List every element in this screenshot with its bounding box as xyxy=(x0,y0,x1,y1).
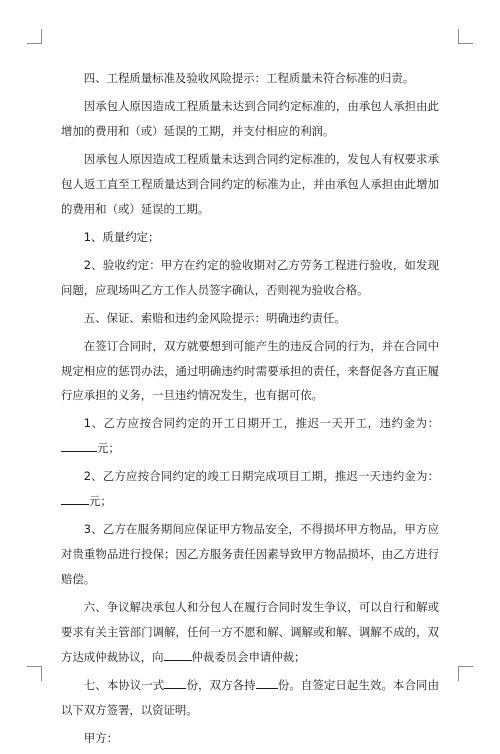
copies-text-mid: 份，双方各持 xyxy=(186,677,256,692)
crop-mark-bottom-right xyxy=(459,666,473,667)
dispute-resolution-tail: 仲裁委员会申请仲裁； xyxy=(191,649,306,664)
item-start-date-penalty-text: 1、乙方应按合同约定的开工日期开工，推迟一天开工，违约金为： xyxy=(83,416,439,431)
section-heading-guarantee: 五、保证、索赔和违约金风险提示：明确违约责任。 xyxy=(83,310,346,325)
item-completion-date-penalty xyxy=(61,464,439,514)
paragraph-breach-liability: 在签订合同时，双方就要想到可能产生的违反合同的行为，并在合同中规定相应的惩罚办法，通过明确违约时需要承担的责任，来督促各方直正履行应承担的义务，一旦违约情况发生，也有据可依。 xyxy=(61,338,439,403)
item-acceptance-agreement: 2、验收约定：甲方在约定的验收期对乙方劳务工程进行验收，如发现问题，应现场叫乙方工作人员签字确认，否则视为验收合格。 xyxy=(61,257,439,297)
section-heading-quality: 四、工程质量标准及验收风险提示：工程质量未符合标准的归责。 xyxy=(83,71,415,85)
paragraph-quality-liability-1: 因承包人原因造成工程质量未达到合同约定标准的，由承包人承担由此增加的费用和（或）延误的工期，并支付相应的利润。 xyxy=(61,99,439,138)
crop-mark-bottom-left xyxy=(41,666,42,681)
penalty-amount-blank xyxy=(61,493,89,505)
copies-each-blank xyxy=(256,677,278,689)
party-a-label: 甲方： xyxy=(83,730,118,745)
dispute-resolution-text: 六、争议解决承包人和分包人在履行合同时发生争议，可以自行和解或要求有关主管部门调解，任何一方不愿和解、调解或和解、调解不成的，双方达成仲裁协议，向 xyxy=(61,600,439,664)
item-completion-date-penalty-text: 2、乙方应按合同约定的竣工日期完成项目工期，推迟一天违约金为： xyxy=(83,469,439,484)
crop-mark-top-right xyxy=(459,43,473,44)
copies-text-end: 份。自签定日起生效。本合同由以下双方签署，以资证明。 xyxy=(61,677,439,717)
crop-mark-bottom-left xyxy=(27,666,41,667)
document-body xyxy=(61,66,439,754)
arbitration-committee-blank xyxy=(164,649,192,661)
paragraph-quality-liability-2: 因承包人原因造成工程质量未达到合同约定标准的，发包人有权要求承包人返工直至工程质量达到合同约定的标准为止，并由承包人承担由此增加的费用和（或）延误的工期。 xyxy=(61,151,439,216)
item-start-date-penalty xyxy=(61,411,439,461)
item-start-date-penalty-unit: 元； xyxy=(97,441,120,456)
item-property-safety: 3、乙方在服务期间应保证甲方物品安全，不得损坏甲方物品，甲方应对贵重物品进行投保；因乙方服务责任因素导致甲方物品损坏，由乙方进行赔偿。 xyxy=(61,522,439,587)
copies-total-blank xyxy=(164,677,186,689)
section-copies-effect xyxy=(61,673,439,723)
crop-mark-top-left xyxy=(41,29,42,44)
crop-mark-bottom-right xyxy=(458,666,459,681)
copies-text-start: 七、本协议一式 xyxy=(83,677,165,692)
item-quality-agreement: 1、质量约定； xyxy=(83,229,160,244)
item-completion-date-penalty-unit: 元； xyxy=(89,494,112,509)
penalty-amount-blank xyxy=(61,440,97,452)
section-dispute-resolution xyxy=(61,595,439,670)
crop-mark-top-right xyxy=(458,29,459,44)
crop-mark-top-left xyxy=(27,43,41,44)
